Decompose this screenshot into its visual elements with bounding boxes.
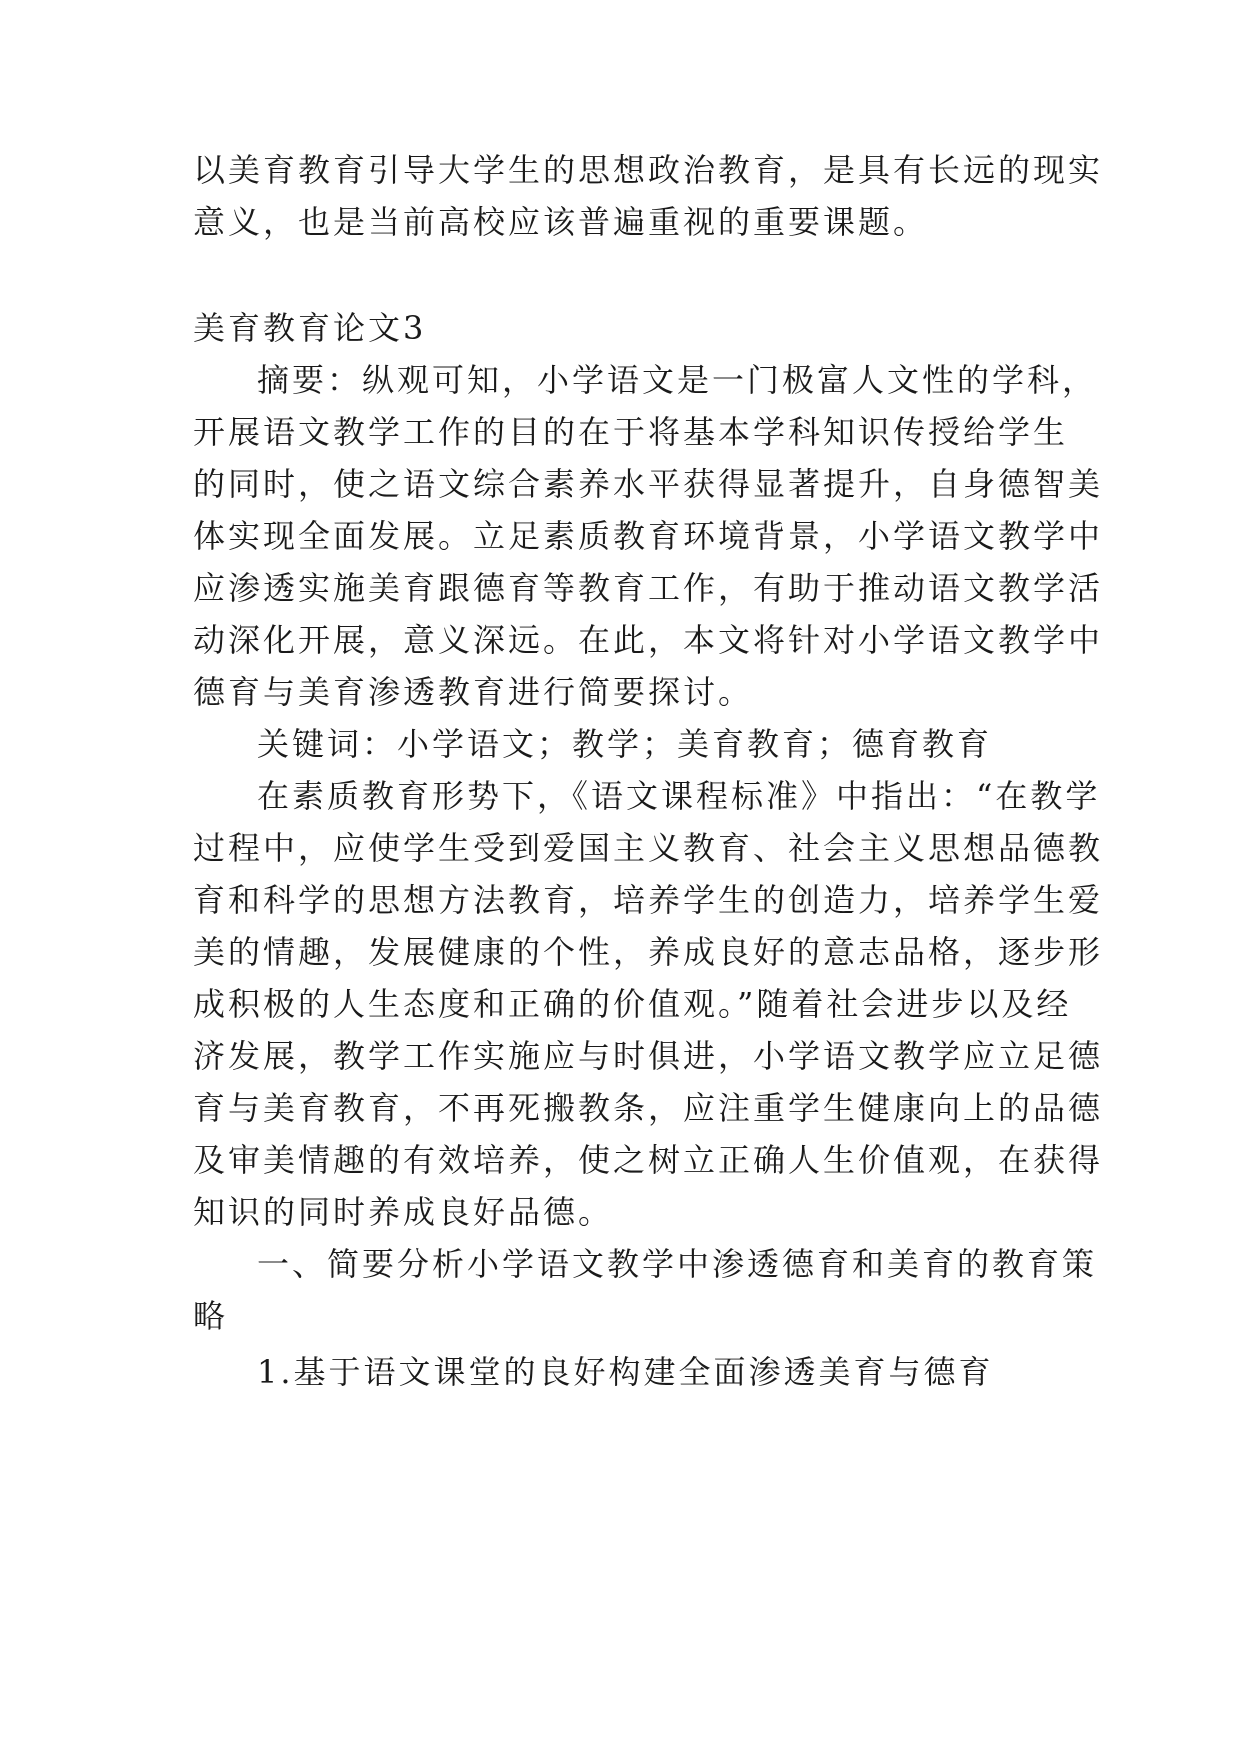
abstract-line-7: 德育与美育渗透教育进行简要探讨。: [193, 673, 754, 711]
body-line-2: 过程中，应使学生受到爱国主义教育、社会主义思想品德教: [193, 829, 1104, 867]
heading-1-line-2: 略: [193, 1297, 229, 1335]
abstract-line-1: 摘要：纵观可知，小学语文是一门极富人文性的学科，: [257, 361, 1098, 399]
abstract-line-5: 应渗透实施美育跟德育等教育工作，有助于推动语文教学活: [193, 569, 1104, 607]
body-line-4: 美的情趣，发展健康的个性，养成良好的意志品格，逐步形: [193, 933, 1104, 971]
body-line-6: 济发展，教学工作实施应与时俱进，小学语文教学应立足德: [193, 1037, 1104, 1075]
abstract-line-6: 动深化开展，意义深远。在此，本文将针对小学语文教学中: [193, 621, 1104, 659]
subheading-1: 1.基于语文课堂的良好构建全面渗透美育与德育: [257, 1353, 994, 1391]
intro-line-1: 以美育教育引导大学生的思想政治教育，是具有长远的现实: [193, 151, 1104, 189]
body-line-3: 育和科学的思想方法教育，培养学生的创造力，培养学生爱: [193, 881, 1104, 919]
abstract-line-2: 开展语文教学工作的目的在于将基本学科知识传授给学生: [193, 413, 1069, 451]
intro-line-2: 意义，也是当前高校应该普遍重视的重要课题。: [193, 203, 929, 241]
body-line-9: 知识的同时养成良好品德。: [193, 1193, 614, 1231]
body-line-7: 育与美育教育，不再死搬教条，应注重学生健康向上的品德: [193, 1089, 1104, 1127]
body-line-5: 成积极的人生态度和正确的价值观。”随着社会进步以及经: [193, 985, 1072, 1023]
abstract-line-4: 体实现全面发展。立足素质教育环境背景，小学语文教学中: [193, 517, 1104, 555]
body-line-8: 及审美情趣的有效培养，使之树立正确人生价值观，在获得: [193, 1141, 1104, 1179]
heading-1-line-1: 一、简要分析小学语文教学中渗透德育和美育的教育策: [257, 1245, 1098, 1283]
body-line-1: 在素质教育形势下，《语文课程标准》中指出：“在教学: [257, 777, 1101, 815]
section-title: 美育教育论文3: [193, 309, 427, 347]
keywords-line: 关键词：小学语文；教学；美育教育；德育教育: [257, 725, 993, 763]
abstract-line-3: 的同时，使之语文综合素养水平获得显著提升，自身德智美: [193, 465, 1104, 503]
